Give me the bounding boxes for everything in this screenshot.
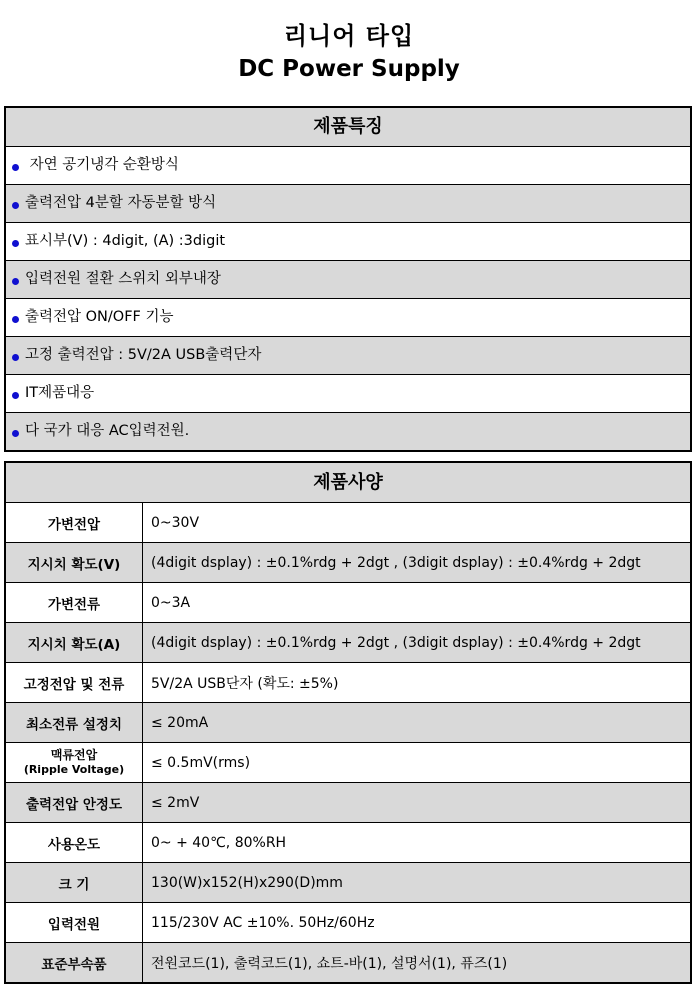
bullet-icon [12,430,19,437]
spec-row [6,743,690,783]
spec-label: 지시치 확도(A) [6,623,143,662]
feature-item [6,261,690,299]
feature-text: 출력전압 4분할 자동분할 방식 [25,195,217,211]
spec-value: ≤ 0.5mV(rms) [151,754,251,771]
spec-label: 입력전원 [6,903,143,942]
features-heading: 제품특징 [6,108,690,147]
spec-row [6,703,690,743]
feature-item [6,223,690,261]
feature-text: 자연 공기냉각 순환방식 [25,157,179,173]
feature-text: 출력전압 ON/OFF 기능 [25,309,174,325]
spec-value: 115/230V AC ±10%. 50Hz/60Hz [151,914,375,931]
spec-label: 고정전압 및 전류 [6,663,143,702]
spec-label: 가변전류 [6,583,143,622]
spec-row [6,943,690,982]
feature-text: 입력전원 절환 스위치 외부내장 [25,271,221,287]
feature-item [6,299,690,337]
feature-text: 고정 출력전압 : 5V/2A USB출력단자 [25,347,262,363]
bullet-icon [12,164,19,171]
spec-row [6,863,690,903]
spec-value: (4digit dsplay) : ±0.1%rdg + 2dgt , (3digit dsplay) : ±0.4%rdg + 2dgt [151,634,641,651]
bullet-icon [12,316,19,323]
feature-item [6,147,690,185]
spec-value: 0~3A [151,594,191,611]
spec-row [6,503,690,543]
spec-value: ≤ 20mA [151,714,209,731]
features-table [4,106,692,452]
feature-item [6,375,690,413]
spec-row [6,543,690,583]
feature-item [6,185,690,223]
spec-row [6,903,690,943]
spec-label-main: 맥류전압 [50,748,98,762]
spec-value: (4digit dsplay) : ±0.1%rdg + 2dgt , (3digit dsplay) : ±0.4%rdg + 2dgt [151,554,641,571]
feature-text: 표시부(V) : 4digit, (A) :3digit [25,233,226,249]
spec-label [6,743,143,782]
page-subtitle: DC Power Supply [238,56,460,82]
spec-value: 0~ + 40℃, 80%RH [151,834,287,851]
feature-text: IT제품대응 [25,385,95,401]
bullet-icon [12,278,19,285]
spec-value: 0~30V [151,514,200,531]
spec-row [6,783,690,823]
bullet-icon [12,240,19,247]
spec-label-sub: (Ripple Voltage) [23,763,125,776]
feature-item [6,337,690,375]
spec-value: 전원코드(1), 출력코드(1), 쇼트-바(1), 설명서(1), 퓨즈(1) [151,955,508,972]
page-title: 리니어 타입 [283,22,415,50]
feature-text: 다 국가 대응 AC입력전원. [25,423,190,439]
spec-label: 출력전압 안정도 [6,783,143,822]
spec-label: 가변전압 [6,503,143,542]
spec-label: 최소전류 설정치 [6,703,143,742]
bullet-icon [12,354,19,361]
spec-value: 5V/2A USB단자 (확도: ±5%) [151,675,339,692]
bullet-icon [12,202,19,209]
spec-table [4,461,692,984]
spec-value: 130(W)x152(H)x290(D)mm [151,874,343,891]
spec-label: 지시치 확도(V) [6,543,143,582]
spec-row [6,623,690,663]
spec-value: ≤ 2mV [151,794,200,811]
spec-row [6,583,690,623]
spec-heading: 제품사양 [6,463,690,503]
spec-row [6,663,690,703]
bullet-icon [12,392,19,399]
spec-row [6,823,690,863]
feature-item [6,413,690,450]
spec-label: 크 기 [6,863,143,902]
spec-label: 사용온도 [6,823,143,862]
spec-label: 표준부속품 [6,943,143,982]
